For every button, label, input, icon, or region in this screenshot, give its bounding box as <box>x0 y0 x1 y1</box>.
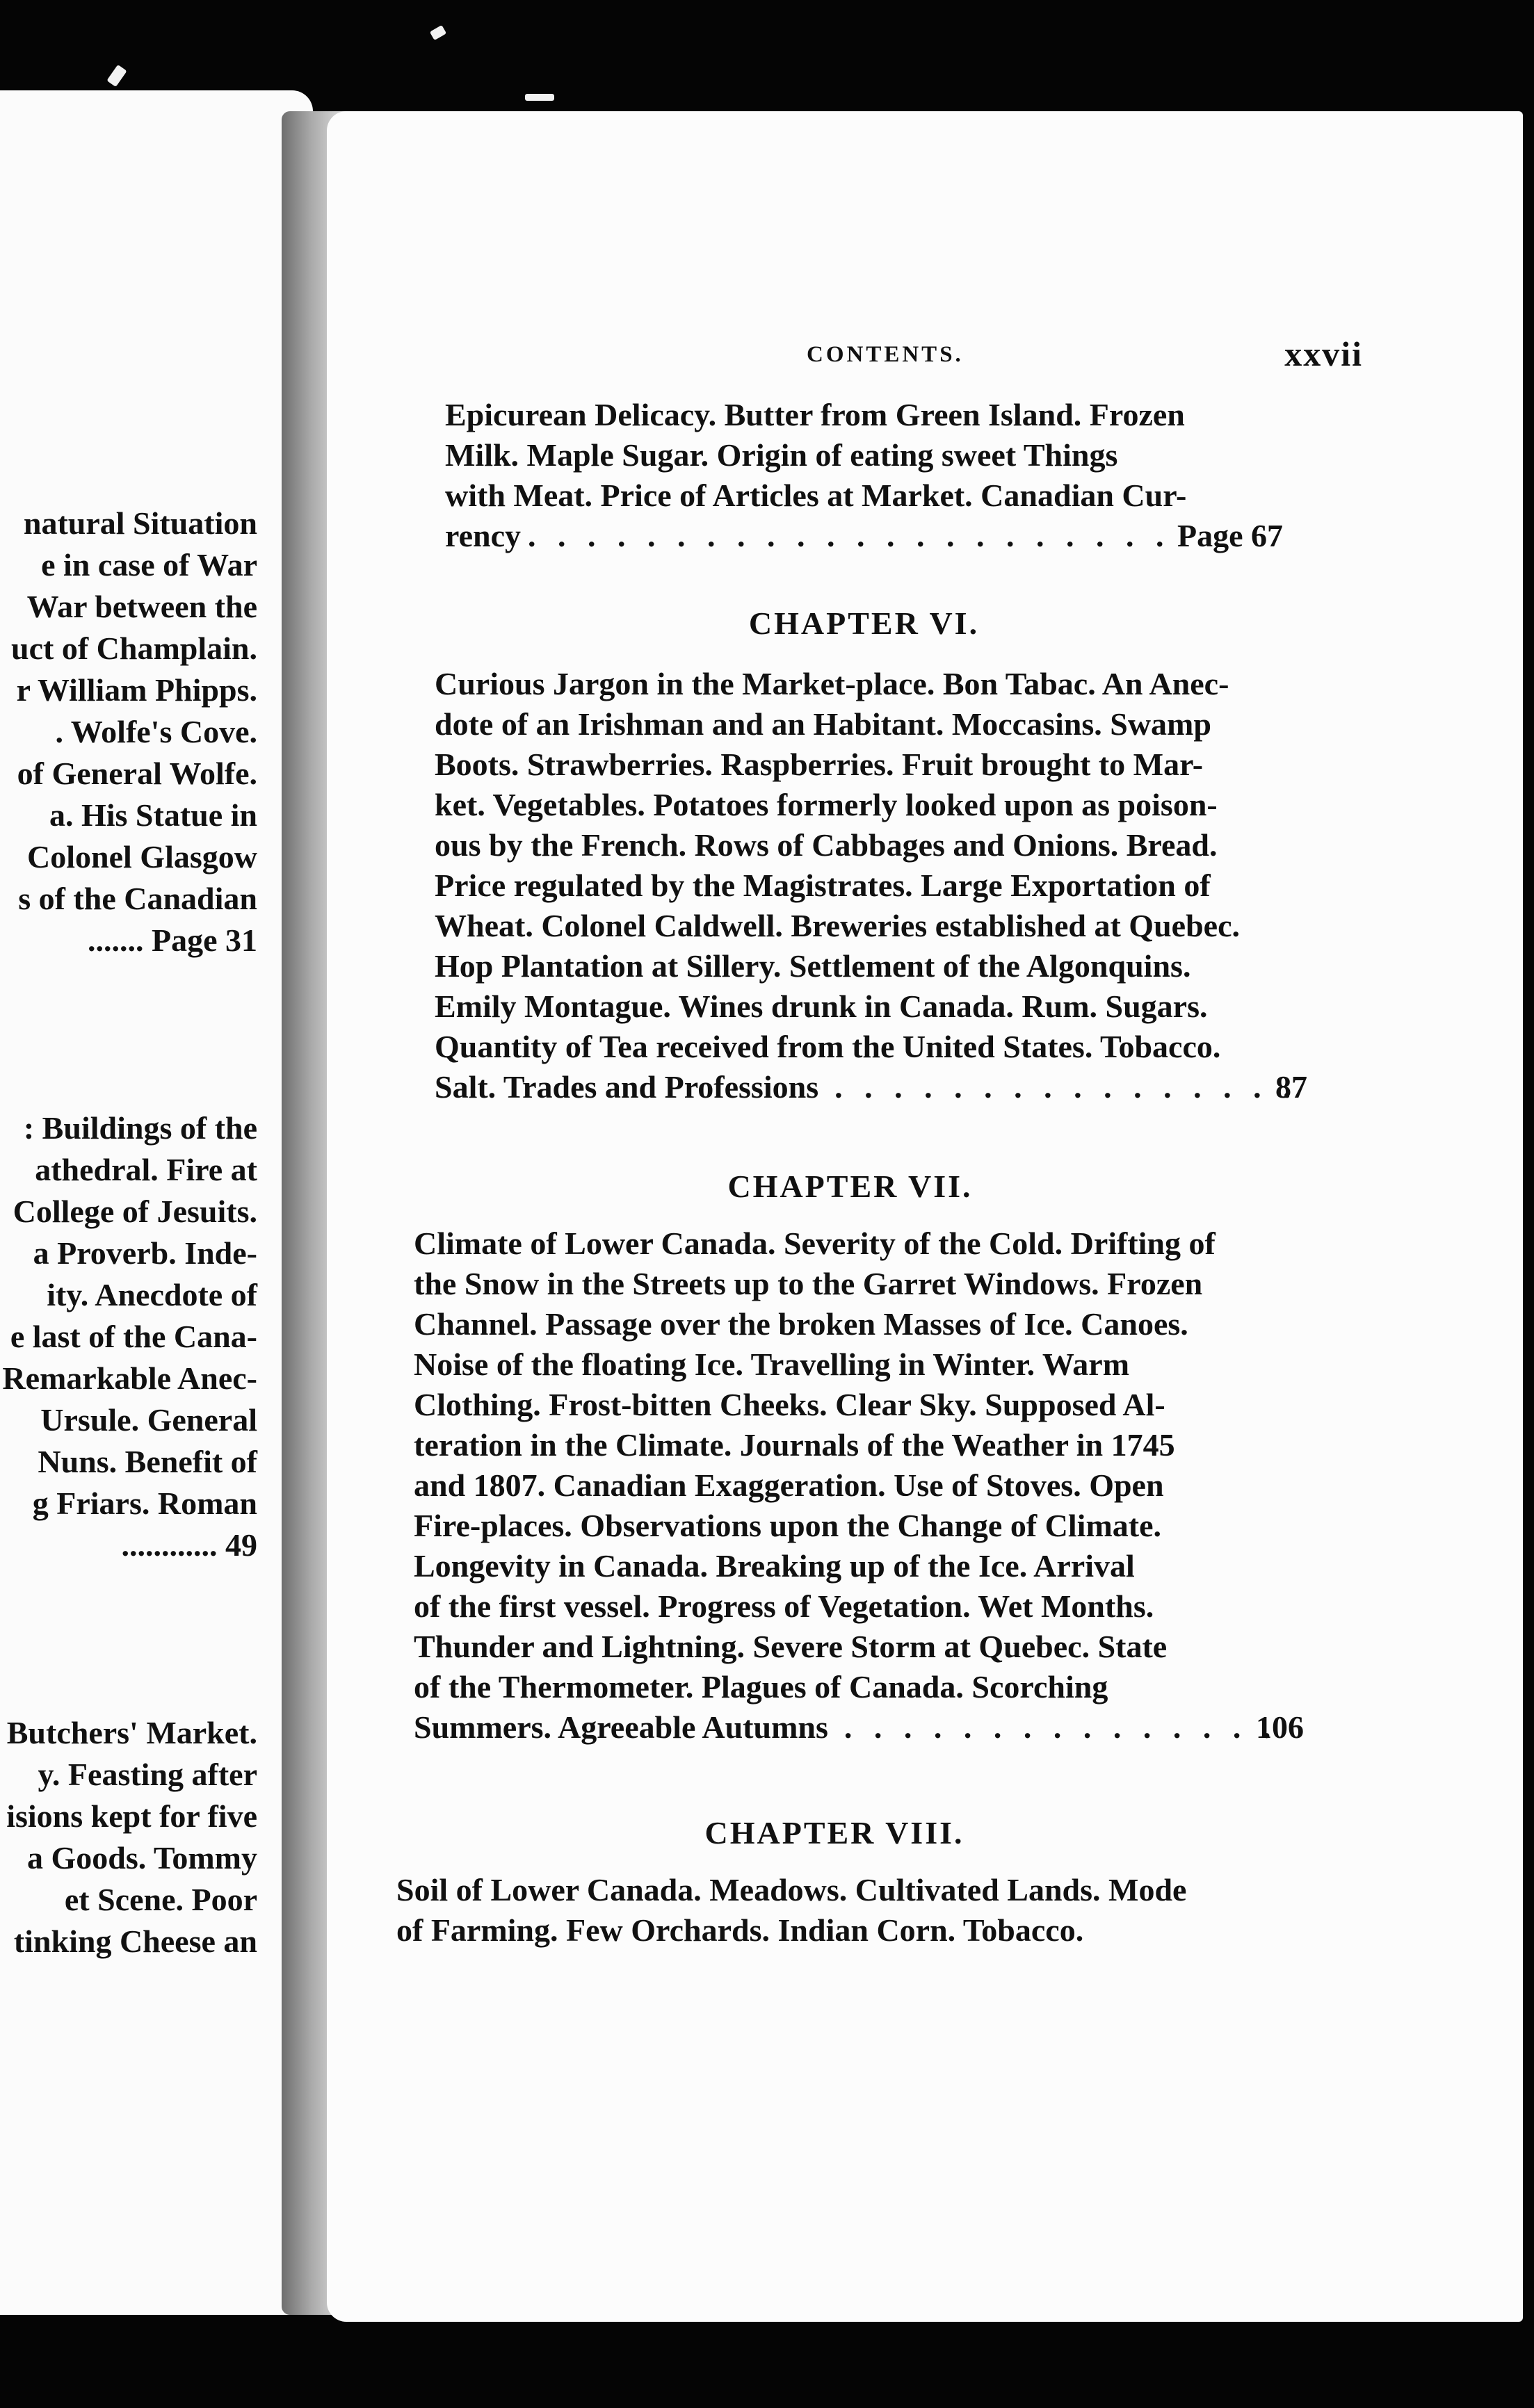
entry-line: Climate of Lower Canada. Severity of the Cold. Drifting of <box>414 1226 1216 1261</box>
entry-line: Epicurean Delicacy. Butter from Green Island. Frozen <box>445 397 1185 432</box>
film-scratch <box>430 25 446 40</box>
dot-leader <box>835 1707 1270 1748</box>
page-number: Page 67 <box>1177 518 1283 553</box>
chapter-heading: CHAPTER VII. <box>727 1169 973 1204</box>
chapter-heading: CHAPTER VIII. <box>704 1815 964 1850</box>
left-line: e in case of War <box>41 547 257 583</box>
entry-line: Longevity in Canada. Breaking up of the Ice. Arrival <box>414 1548 1135 1584</box>
left-line: a Goods. Tommy <box>26 1840 257 1876</box>
left-line: ity. Anecdote of <box>47 1277 257 1312</box>
entry-last-line <box>445 516 1283 556</box>
left-line: Ursule. General <box>40 1402 257 1438</box>
dot-leader <box>528 516 1170 556</box>
contents-entry-continued <box>445 395 1283 556</box>
entry-line: of the first vessel. Progress of Vegetation. Wet Months. <box>414 1588 1154 1624</box>
entry-line: Price regulated by the Magistrates. Large Exportation of <box>435 868 1211 903</box>
page-number: 87 <box>1275 1069 1307 1105</box>
chapter-summary <box>435 664 1307 1107</box>
left-line: ............ 49 <box>121 1527 257 1563</box>
chapter-summary <box>396 1870 1300 1951</box>
left-line: College of Jesuits. <box>13 1194 257 1229</box>
entry-line: dote of an Irishman and an Habitant. Moccasins. Swamp <box>435 706 1211 742</box>
entry-line: ket. Vegetables. Potatoes formerly looked upon as poison- <box>435 787 1218 822</box>
entry-last-line <box>414 1707 1304 1748</box>
page-content <box>369 111 1481 2322</box>
left-line: Butchers' Market. <box>6 1715 257 1750</box>
entry-line: of Farming. Few Orchards. Indian Corn. Tobacco. <box>396 1912 1084 1948</box>
running-head <box>369 334 1363 375</box>
entry-line: the Snow in the Streets up to the Garret Windows. Frozen <box>414 1266 1203 1301</box>
entry-line: teration in the Climate. Journals of the Weather in 1745 <box>414 1427 1175 1463</box>
left-line: natural Situation <box>23 505 257 541</box>
left-line: r William Phipps. <box>16 672 257 708</box>
entry-line: Emily Montague. Wines drunk in Canada. Rum. Sugars. <box>435 989 1208 1024</box>
left-line: y. Feasting after <box>38 1757 257 1792</box>
entry-line: Salt. Trades and Professions <box>435 1069 819 1105</box>
entry-line: ous by the French. Rows of Cabbages and Onions. Bread. <box>435 827 1218 863</box>
running-head-title: CONTENTS. <box>807 342 964 367</box>
film-scratch <box>525 94 554 101</box>
entry-line: Thunder and Lightning. Severe Storm at Quebec. State <box>414 1629 1168 1664</box>
entry-line: rency <box>445 518 522 553</box>
entry-line: of the Thermometer. Plagues of Canada. Scorching <box>414 1669 1108 1705</box>
entry-line: Boots. Strawberries. Raspberries. Fruit brought to Mar- <box>435 747 1204 782</box>
entry-line: Curious Jargon in the Market-place. Bon Tabac. An Anec- <box>435 666 1229 701</box>
left-line: tinking Cheese an <box>13 1923 257 1959</box>
dot-leader <box>825 1067 1289 1107</box>
left-line: g Friars. Roman <box>32 1486 257 1521</box>
left-line: ....... Page 31 <box>87 922 257 958</box>
entry-line: Channel. Passage over the broken Masses of Ice. Canoes. <box>414 1306 1188 1342</box>
left-line: isions kept for five <box>6 1798 257 1834</box>
entry-line: Quantity of Tea received from the United States. Tobacco. <box>435 1029 1221 1064</box>
entry-line: Summers. Agreeable Autumns <box>414 1709 828 1745</box>
film-scratch <box>106 65 127 87</box>
left-line: of General Wolfe. <box>17 756 257 791</box>
chapter-summary <box>414 1223 1304 1748</box>
left-line: . Wolfe's Cove. <box>55 714 257 749</box>
left-line: War between the <box>26 589 257 624</box>
left-line: a. His Statue in <box>49 797 257 833</box>
entry-line: with Meat. Price of Articles at Market. Canadian Cur- <box>445 478 1187 513</box>
page-number: 106 <box>1256 1709 1304 1745</box>
entry-line: Soil of Lower Canada. Meadows. Cultivated Lands. Mode <box>396 1872 1187 1907</box>
left-line: Remarkable Anec- <box>2 1360 257 1396</box>
left-line: Colonel Glasgow <box>27 839 257 874</box>
left-line: Nuns. Benefit of <box>38 1444 257 1479</box>
left-line: uct of Champlain. <box>11 631 257 666</box>
chapter-heading: CHAPTER VI. <box>748 605 980 641</box>
entry-line: Noise of the floating Ice. Travelling in Winter. Warm <box>414 1347 1130 1382</box>
left-line: s of the Canadian <box>18 881 257 916</box>
right-page <box>327 111 1523 2322</box>
entry-line: Hop Plantation at Sillery. Settlement of the Algonquins. <box>435 948 1191 984</box>
left-line: e last of the Cana- <box>10 1319 257 1354</box>
left-line: a Proverb. Inde- <box>33 1235 257 1271</box>
left-line: et Scene. Poor <box>64 1882 257 1917</box>
left-page <box>0 90 313 2315</box>
entry-line: and 1807. Canadian Exaggeration. Use of Stoves. Open <box>414 1467 1164 1503</box>
entry-last-line <box>435 1067 1307 1107</box>
entry-line: Wheat. Colonel Caldwell. Breweries established at Quebec. <box>435 908 1240 943</box>
entry-line: Milk. Maple Sugar. Origin of eating sweet Things <box>445 437 1118 473</box>
page-folio: xxvii <box>1284 334 1363 373</box>
left-line: : Buildings of the <box>23 1110 257 1146</box>
entry-line: Clothing. Frost-bitten Cheeks. Clear Sky. Supposed Al- <box>414 1387 1165 1422</box>
entry-line: Fire-places. Observations upon the Change of Climate. <box>414 1508 1162 1543</box>
left-line: athedral. Fire at <box>35 1152 257 1187</box>
